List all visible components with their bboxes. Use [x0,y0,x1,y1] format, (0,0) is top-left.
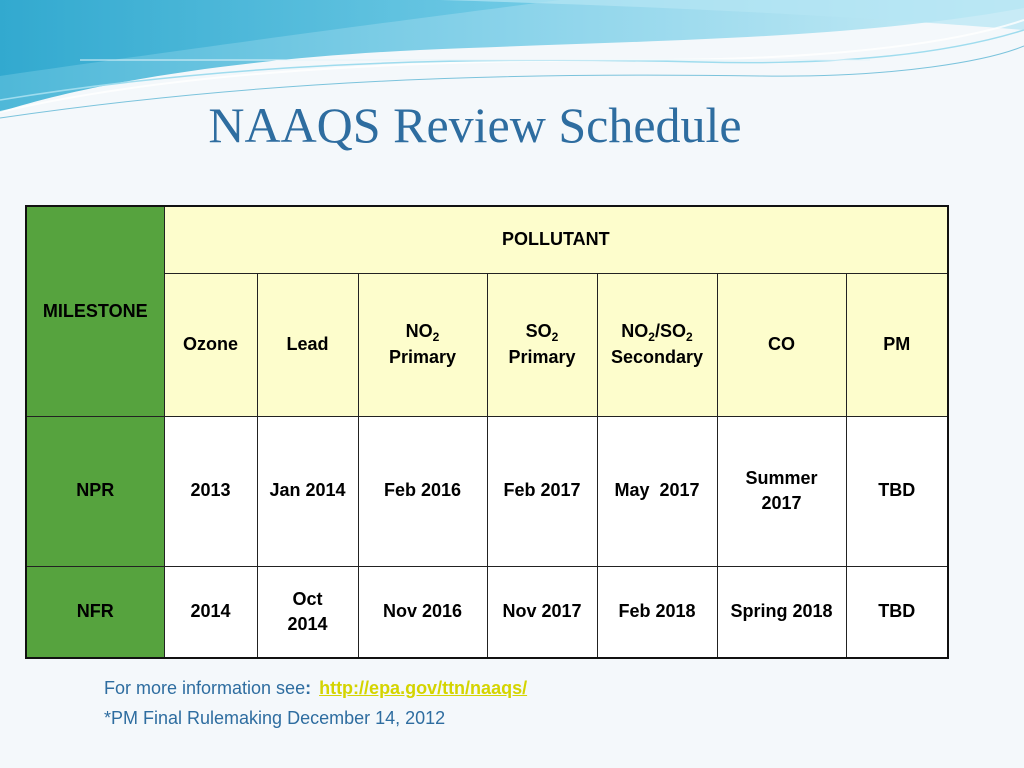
col-header-no2-primary: $NO_2$ Primary [358,273,487,416]
cell-npr-ozone: 2013 [164,416,257,566]
milestone-header: MILESTONE [26,206,164,416]
col-header-no2-so2-secondary: $NO_2/SO_2$ Secondary [597,273,717,416]
col-header-so2-primary: $SO_2$ Primary [487,273,597,416]
cell-npr-pm: TBD [846,416,948,566]
cell-nfr-no2-primary: Nov 2016 [358,566,487,658]
col-header-co: CO [717,273,846,416]
row-label-nfr: NFR [26,566,164,658]
pollutant-header: POLLUTANT [164,206,948,273]
more-info-text: For more information see [104,678,306,698]
slide-title: NAAQS Review Schedule [208,97,742,153]
col-header-lead: Lead [257,273,358,416]
cell-nfr-co: Spring 2018 [717,566,846,658]
more-info-colon: : [305,678,312,698]
cell-nfr-ozone: 2014 [164,566,257,658]
cell-npr-no2-primary: Feb 2016 [358,416,487,566]
cell-npr-lead: Jan 2014 [257,416,358,566]
table-row [26,416,948,566]
cell-npr-no2-so2-secondary: May 2017 [597,416,717,566]
more-info-line [104,678,527,699]
cell-nfr-pm: TBD [846,566,948,658]
cell-nfr-lead: Oct 2014 [257,566,358,658]
cell-npr-so2-primary: Feb 2017 [487,416,597,566]
naaqs-link[interactable]: http://epa.gov/ttn/naaqs/ [319,678,528,698]
row-label-npr: NPR [26,416,164,566]
cell-npr-co: Summer 2017 [717,416,846,566]
pm-rulemaking-note: *PM Final Rulemaking December 14, 2012 [104,708,446,728]
col-header-pm: PM [846,273,948,416]
cell-nfr-no2-so2-secondary: Feb 2018 [597,566,717,658]
col-header-ozone: Ozone [164,273,257,416]
table-row [26,566,948,658]
cell-nfr-so2-primary: Nov 2017 [487,566,597,658]
review-schedule-table [25,205,949,659]
